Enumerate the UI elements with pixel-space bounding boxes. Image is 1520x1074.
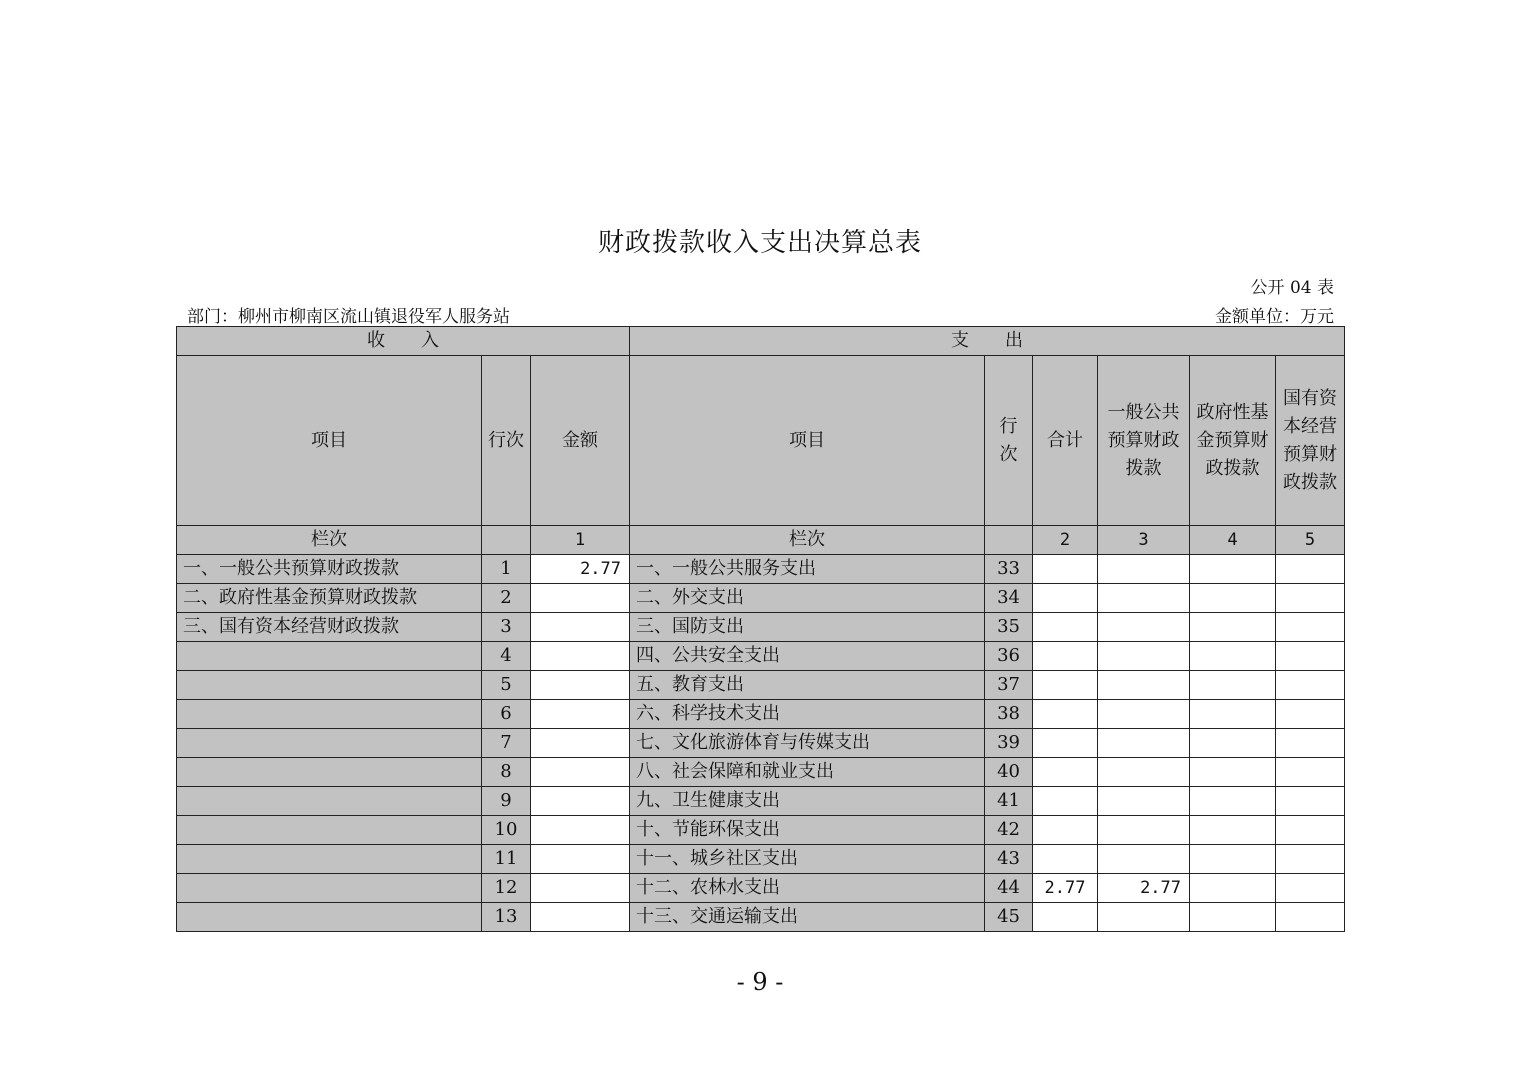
section-header-row (177, 327, 1345, 356)
cell-income-item (177, 729, 482, 758)
index-income-label: 栏次 (177, 526, 482, 555)
index-income-line (482, 526, 531, 555)
cell-gov-fund (1190, 787, 1276, 816)
cell-state-capital (1276, 555, 1345, 584)
cell-income-amount (531, 874, 630, 903)
table-row (177, 729, 1345, 758)
cell-income-line: 1 (482, 555, 531, 584)
cell-income-line: 5 (482, 671, 531, 700)
cell-expense-item: 三、国防支出 (630, 613, 985, 642)
cell-general-budget (1098, 845, 1190, 874)
column-index-row (177, 526, 1345, 555)
cell-state-capital (1276, 584, 1345, 613)
cell-gov-fund (1190, 671, 1276, 700)
cell-income-amount (531, 642, 630, 671)
cell-expense-line: 41 (985, 787, 1033, 816)
index-state-capital: 5 (1276, 526, 1345, 555)
cell-general-budget (1098, 671, 1190, 700)
cell-total (1033, 555, 1098, 584)
cell-general-budget (1098, 903, 1190, 932)
cell-expense-line: 37 (985, 671, 1033, 700)
cell-expense-item: 十二、农林水支出 (630, 874, 985, 903)
cell-general-budget (1098, 555, 1190, 584)
cell-expense-item: 一、一般公共服务支出 (630, 555, 985, 584)
index-total: 2 (1033, 526, 1098, 555)
cell-income-line: 9 (482, 787, 531, 816)
cell-expense-item: 六、科学技术支出 (630, 700, 985, 729)
cell-expense-item: 十三、交通运输支出 (630, 903, 985, 932)
cell-expense-item: 八、社会保障和就业支出 (630, 758, 985, 787)
cell-income-item: 三、国有资本经营财政拨款 (177, 613, 482, 642)
page-title: 财政拨款收入支出决算总表 (597, 228, 922, 258)
table-row (177, 700, 1345, 729)
cell-general-budget (1098, 584, 1190, 613)
cell-total (1033, 758, 1098, 787)
cell-income-amount: 2.77 (531, 555, 630, 584)
budget-table (176, 326, 1345, 932)
table-row (177, 787, 1345, 816)
cell-expense-item: 五、教育支出 (630, 671, 985, 700)
cell-state-capital (1276, 787, 1345, 816)
cell-general-budget (1098, 816, 1190, 845)
cell-income-item: 一、一般公共预算财政拨款 (177, 555, 482, 584)
cell-income-line: 11 (482, 845, 531, 874)
cell-expense-item: 四、公共安全支出 (630, 642, 985, 671)
table-row (177, 671, 1345, 700)
index-general-budget: 3 (1098, 526, 1190, 555)
cell-state-capital (1276, 700, 1345, 729)
cell-state-capital (1276, 613, 1345, 642)
cell-expense-line: 38 (985, 700, 1033, 729)
department-label: 部门：柳州市柳南区流山镇退役军人服务站 (187, 307, 510, 327)
cell-expense-line: 35 (985, 613, 1033, 642)
cell-state-capital (1276, 874, 1345, 903)
cell-income-line: 12 (482, 874, 531, 903)
table-row (177, 903, 1345, 932)
cell-gov-fund (1190, 555, 1276, 584)
col-gov-fund: 政府性基金预算财政拨款 (1190, 356, 1276, 526)
cell-gov-fund (1190, 729, 1276, 758)
cell-expense-line: 33 (985, 555, 1033, 584)
expense-section-header: 支 出 (630, 327, 1345, 356)
cell-gov-fund (1190, 584, 1276, 613)
cell-expense-line: 45 (985, 903, 1033, 932)
cell-income-line: 8 (482, 758, 531, 787)
cell-income-line: 7 (482, 729, 531, 758)
cell-gov-fund (1190, 903, 1276, 932)
cell-expense-line: 39 (985, 729, 1033, 758)
col-income-amount: 金额 (531, 356, 630, 526)
cell-expense-item: 十、节能环保支出 (630, 816, 985, 845)
cell-income-item (177, 787, 482, 816)
cell-expense-item: 二、外交支出 (630, 584, 985, 613)
cell-income-line: 4 (482, 642, 531, 671)
table-row (177, 874, 1345, 903)
cell-gov-fund (1190, 816, 1276, 845)
cell-income-item: 二、政府性基金预算财政拨款 (177, 584, 482, 613)
cell-state-capital (1276, 671, 1345, 700)
cell-expense-item: 九、卫生健康支出 (630, 787, 985, 816)
cell-total: 2.77 (1033, 874, 1098, 903)
cell-income-amount (531, 671, 630, 700)
cell-gov-fund (1190, 874, 1276, 903)
cell-state-capital (1276, 758, 1345, 787)
cell-income-amount (531, 584, 630, 613)
cell-state-capital (1276, 729, 1345, 758)
index-gov-fund: 4 (1190, 526, 1276, 555)
cell-income-line: 13 (482, 903, 531, 932)
cell-income-item (177, 816, 482, 845)
cell-total (1033, 816, 1098, 845)
cell-income-amount (531, 845, 630, 874)
col-general-budget: 一般公共预算财政拨款 (1098, 356, 1190, 526)
cell-income-line: 3 (482, 613, 531, 642)
col-state-capital: 国有资本经营预算财政拨款 (1276, 356, 1345, 526)
col-expense-item: 项目 (630, 356, 985, 526)
table-row (177, 642, 1345, 671)
cell-total (1033, 787, 1098, 816)
table-row (177, 816, 1345, 845)
cell-general-budget (1098, 729, 1190, 758)
cell-expense-item: 七、文化旅游体育与传媒支出 (630, 729, 985, 758)
table-row (177, 584, 1345, 613)
cell-income-item (177, 845, 482, 874)
cell-expense-item: 十一、城乡社区支出 (630, 845, 985, 874)
cell-income-line: 2 (482, 584, 531, 613)
income-section-header: 收 入 (177, 327, 630, 356)
col-income-line: 行次 (482, 356, 531, 526)
cell-general-budget (1098, 787, 1190, 816)
cell-total (1033, 642, 1098, 671)
cell-income-amount (531, 787, 630, 816)
cell-income-amount (531, 816, 630, 845)
cell-total (1033, 671, 1098, 700)
cell-income-item (177, 874, 482, 903)
cell-total (1033, 613, 1098, 642)
cell-general-budget (1098, 613, 1190, 642)
cell-state-capital (1276, 642, 1345, 671)
index-expense-line (985, 526, 1033, 555)
page-number: - 9 - (736, 968, 784, 996)
cell-total (1033, 903, 1098, 932)
unit-label: 金额单位：万元 (1215, 307, 1334, 327)
col-expense-line: 行次 (985, 356, 1033, 526)
cell-gov-fund (1190, 758, 1276, 787)
column-header-row (177, 356, 1345, 526)
cell-total (1033, 584, 1098, 613)
cell-income-item (177, 903, 482, 932)
cell-expense-line: 44 (985, 874, 1033, 903)
table-row (177, 845, 1345, 874)
cell-income-amount (531, 729, 630, 758)
cell-total (1033, 845, 1098, 874)
cell-gov-fund (1190, 613, 1276, 642)
cell-total (1033, 700, 1098, 729)
cell-income-amount (531, 700, 630, 729)
table-row (177, 613, 1345, 642)
cell-income-item (177, 700, 482, 729)
cell-income-item (177, 671, 482, 700)
cell-general-budget (1098, 758, 1190, 787)
cell-expense-line: 40 (985, 758, 1033, 787)
table-row (177, 758, 1345, 787)
cell-expense-line: 36 (985, 642, 1033, 671)
cell-income-amount (531, 613, 630, 642)
cell-general-budget (1098, 642, 1190, 671)
cell-expense-line: 34 (985, 584, 1033, 613)
cell-general-budget: 2.77 (1098, 874, 1190, 903)
index-income-amount: 1 (531, 526, 630, 555)
cell-expense-line: 42 (985, 816, 1033, 845)
cell-total (1033, 729, 1098, 758)
table-row (177, 555, 1345, 584)
cell-income-amount (531, 758, 630, 787)
form-number: 公开 04 表 (1250, 278, 1334, 298)
cell-gov-fund (1190, 845, 1276, 874)
cell-income-line: 10 (482, 816, 531, 845)
cell-expense-line: 43 (985, 845, 1033, 874)
cell-income-item (177, 642, 482, 671)
cell-state-capital (1276, 845, 1345, 874)
cell-gov-fund (1190, 642, 1276, 671)
cell-income-line: 6 (482, 700, 531, 729)
cell-general-budget (1098, 700, 1190, 729)
cell-state-capital (1276, 816, 1345, 845)
cell-income-amount (531, 903, 630, 932)
cell-income-item (177, 758, 482, 787)
index-expense-label: 栏次 (630, 526, 985, 555)
col-total: 合计 (1033, 356, 1098, 526)
cell-gov-fund (1190, 700, 1276, 729)
cell-state-capital (1276, 903, 1345, 932)
col-income-item: 项目 (177, 356, 482, 526)
